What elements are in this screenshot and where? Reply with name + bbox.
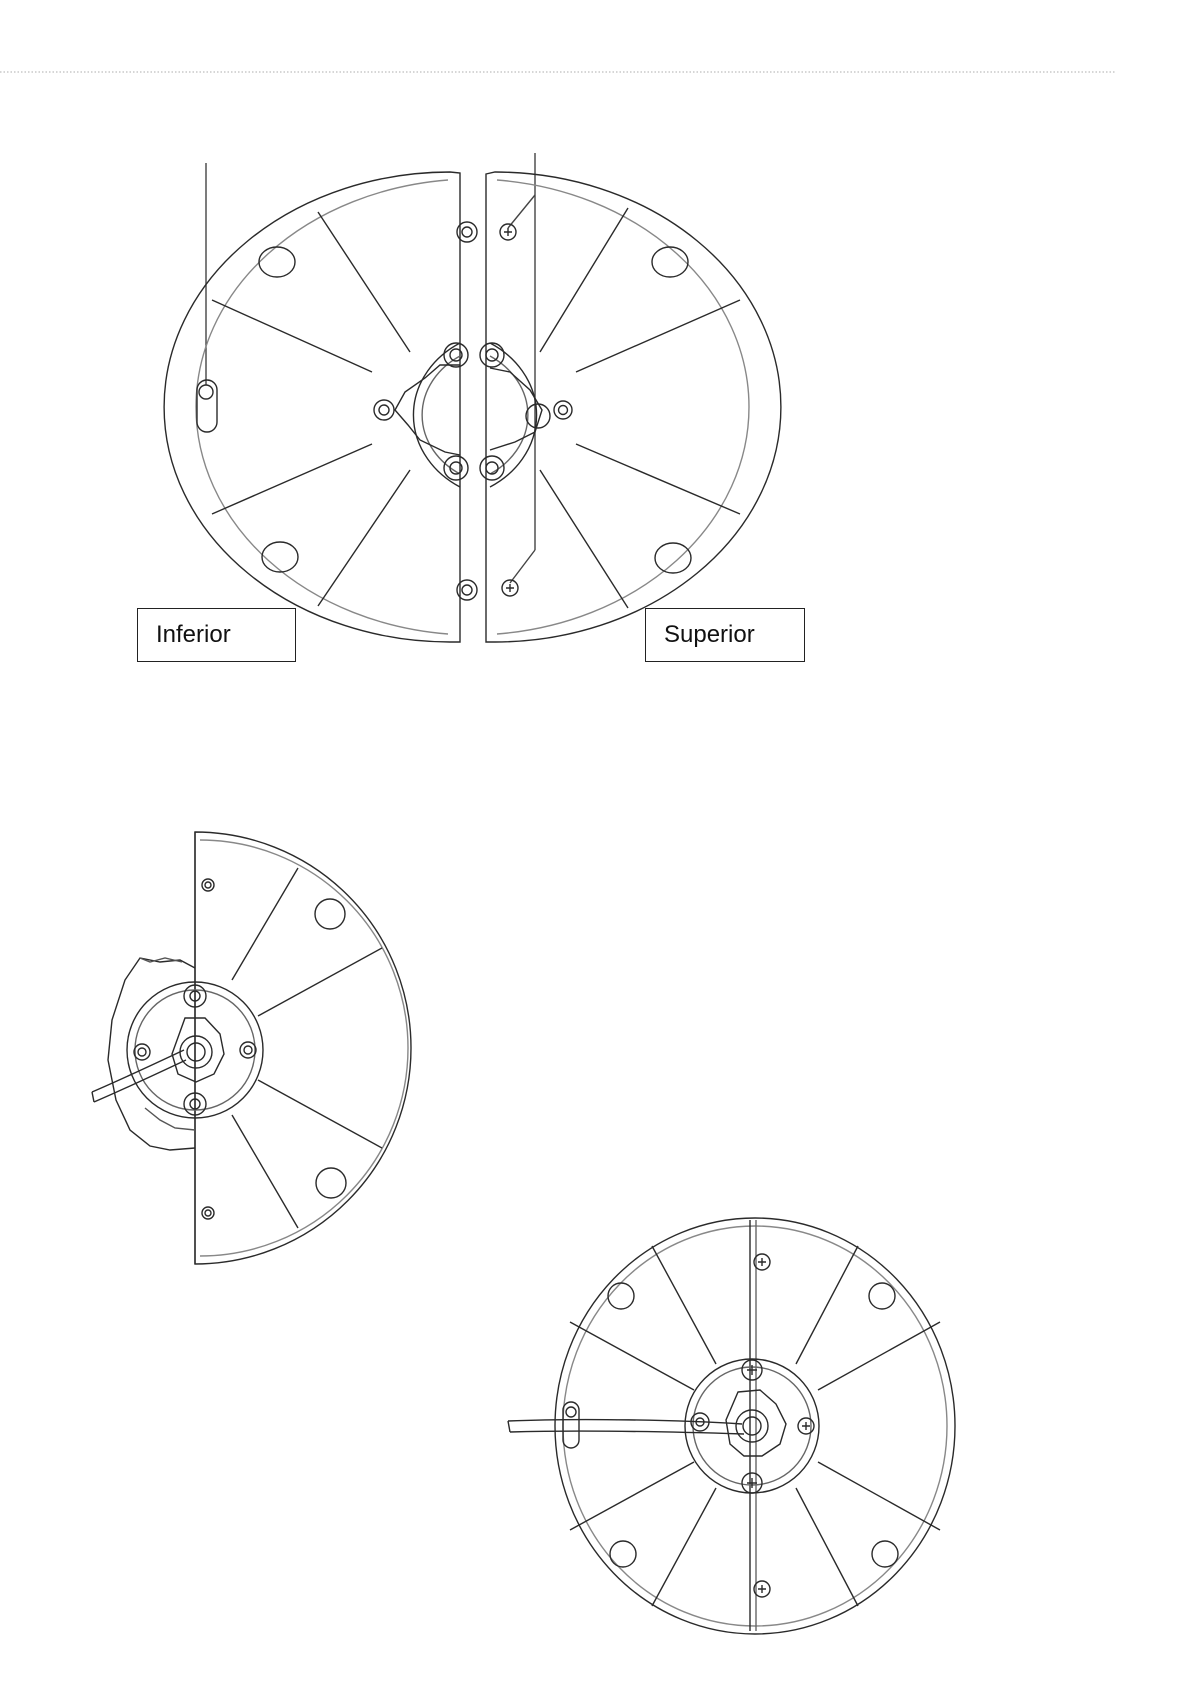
left-half-plate [164, 172, 477, 642]
label-superior: Superior [645, 608, 805, 662]
figure-assembled [508, 1218, 955, 1634]
center-hub [374, 343, 572, 487]
label-inferior: Inferior [137, 608, 296, 662]
figure-separated-halves [164, 153, 781, 642]
figure-half-mounted [92, 832, 411, 1264]
